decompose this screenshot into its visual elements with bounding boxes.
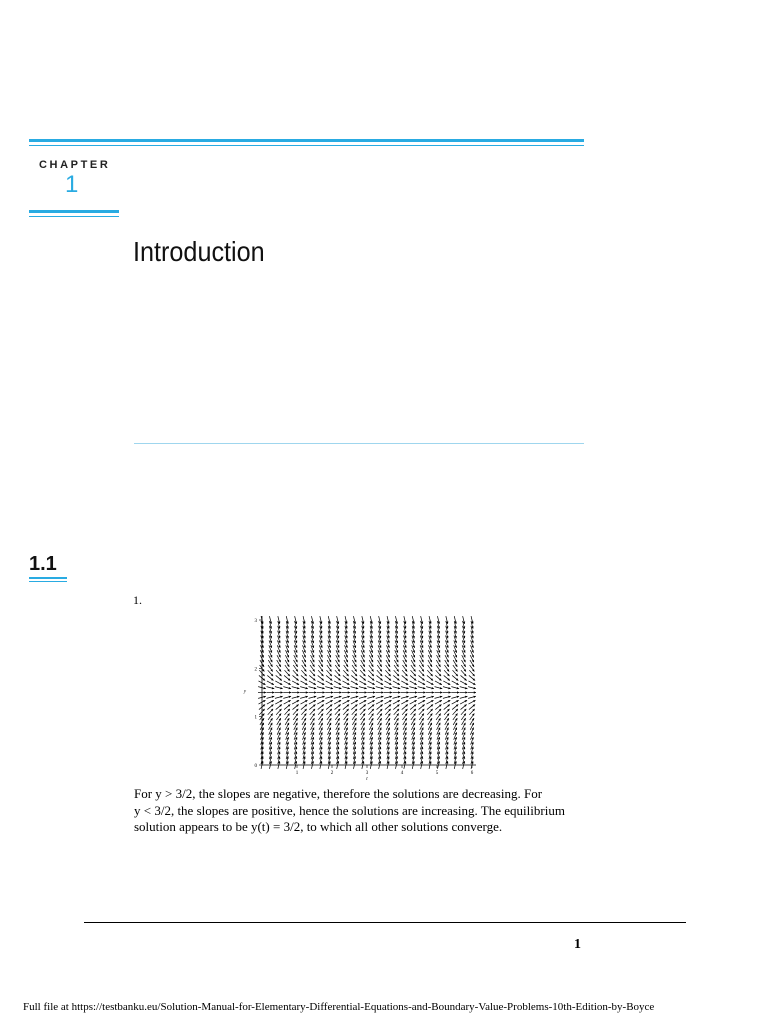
slope-arrowhead (390, 691, 392, 693)
y-axis-label: y (243, 689, 247, 695)
slope-arrowhead (373, 691, 375, 693)
slope-arrowhead (398, 691, 400, 693)
paragraph-line-3: solution appears to be y(t) = 3/2, to which all other solutions converge. (134, 819, 503, 834)
section-number: 1.1 (29, 553, 57, 575)
x-tick-label: 6 (470, 771, 474, 776)
paragraph-line-1: For y > 3/2, the slopes are negative, therefore the solutions are decreasing. For (134, 786, 543, 801)
paragraph-line-2: y < 3/2, the slopes are positive, hence the solutions are increasing. The equilibrium (134, 802, 565, 818)
slope-arrowhead (264, 691, 266, 693)
y-tick-label: 2 (254, 667, 257, 673)
slope-arrowhead (289, 691, 291, 693)
slope-arrowhead (457, 691, 459, 693)
x-tick-label: 4 (400, 771, 404, 776)
chapter-top-rule (29, 139, 584, 142)
slope-arrowhead (407, 691, 409, 693)
chapter-title: Introduction (133, 236, 265, 267)
x-tick-label: 3 (365, 771, 369, 776)
chapter-label: CHAPTER (39, 159, 111, 171)
slope-arrowhead (465, 691, 467, 693)
footer-rule (84, 922, 686, 923)
slope-arrowhead (348, 691, 350, 693)
chapter-number-rule-thin (29, 216, 119, 217)
x-tick-label: 1 (295, 771, 299, 776)
title-divider (134, 443, 584, 444)
slope-arrowhead (306, 691, 308, 693)
footer-link-text[interactable]: Full file at https://testbanku.eu/Solution-Manual-for-Elementary-Differential-Equations-and-Boundary-Value-Problems-10th-Edition-by-Boyce (23, 1001, 655, 1013)
slope-arrowhead (272, 691, 274, 693)
y-tick-label: 1 (254, 715, 257, 721)
slope-arrowhead (314, 691, 316, 693)
slope-arrowhead (339, 691, 341, 693)
slope-arrowhead (415, 691, 417, 693)
y-tick-label: 3 (254, 619, 257, 624)
slope-arrowhead (381, 691, 383, 693)
section-rule (29, 577, 67, 579)
x-tick-label: 5 (435, 771, 439, 776)
explanation-paragraph (134, 786, 586, 836)
slope-arrowhead (440, 691, 442, 693)
slope-arrowhead (297, 691, 299, 693)
y-tick-label: 0 (254, 764, 257, 769)
problem-number: 1. (133, 593, 142, 607)
slope-arrowhead (365, 691, 367, 693)
slope-arrowhead (323, 691, 325, 693)
direction-field-figure (236, 612, 484, 787)
slope-arrowhead (356, 691, 358, 693)
x-tick-label: 2 (330, 771, 334, 776)
chapter-number: 1 (65, 171, 79, 198)
chapter-top-rule-thin (29, 145, 584, 146)
slope-arrowhead (281, 691, 283, 693)
chapter-number-rule (29, 210, 119, 213)
slope-arrowhead (474, 691, 476, 693)
slope-arrowhead (432, 691, 434, 693)
direction-field-plot (236, 612, 484, 782)
slope-arrowhead (331, 691, 333, 693)
slope-arrowhead (423, 691, 425, 693)
slope-arrowhead (449, 691, 451, 693)
page-number: 1 (574, 937, 581, 952)
x-axis-label: t (366, 777, 368, 782)
section-rule-thin (29, 581, 67, 582)
